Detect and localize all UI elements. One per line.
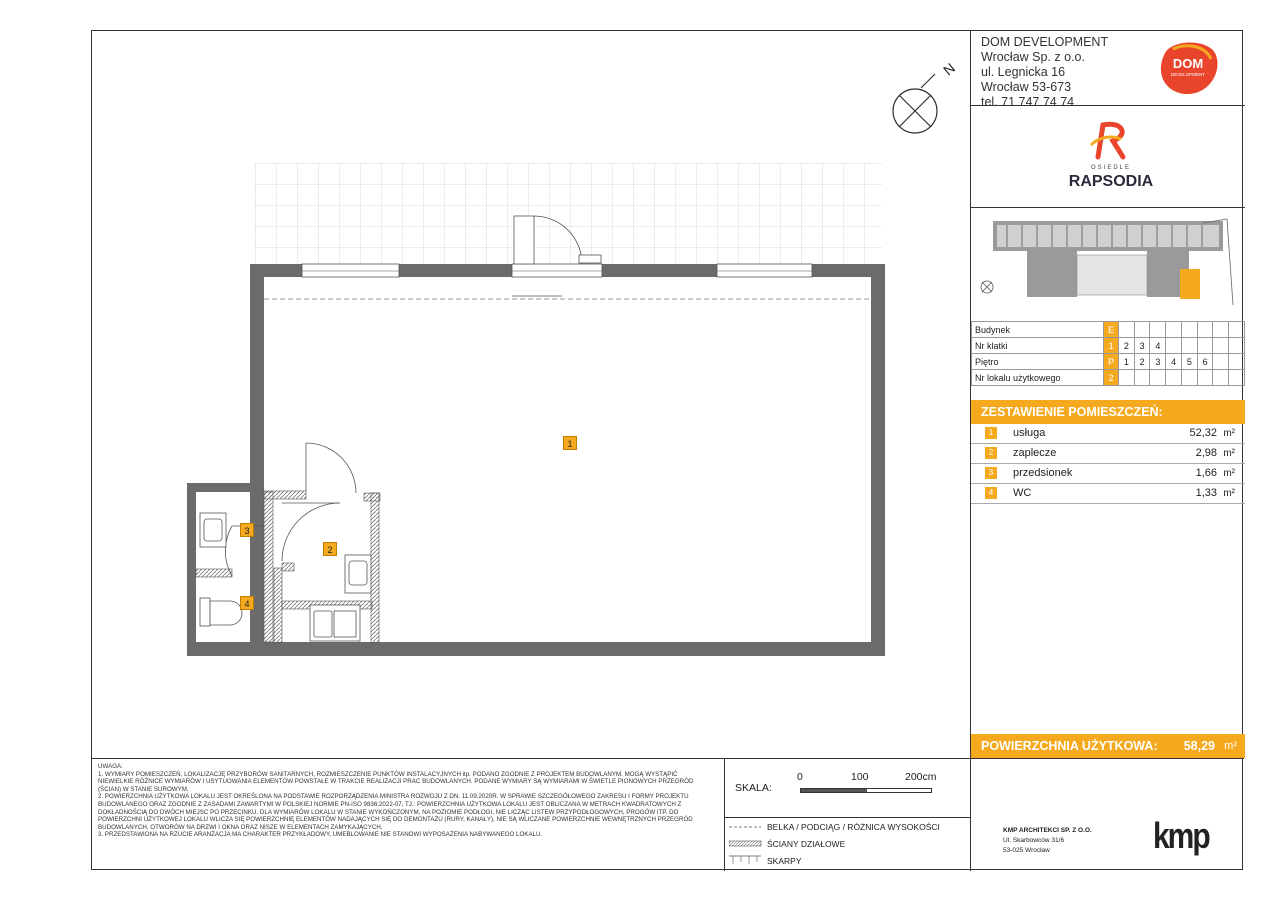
architect-name: KMP ARCHITEKCI SP. Z O.O. (1003, 827, 1092, 834)
attr-label: Piętro (972, 354, 1104, 370)
attr-option: 2 (1134, 354, 1150, 370)
scale-legend (724, 758, 971, 871)
legend-beam-label: BELKA / PODCIĄG / RÓŻNICA WYSOKOŚCI (767, 822, 940, 832)
attr-row-staircase (972, 338, 1245, 354)
developer-phone: tel. 71 747 74 74 (981, 95, 1075, 109)
attr-row-floor (972, 354, 1245, 370)
room-area: 2,98 (1195, 447, 1217, 459)
key-plan (977, 213, 1239, 305)
terrace-paving (254, 163, 882, 264)
room-number: 1 (985, 427, 997, 439)
kmp-logo: kmp (1153, 816, 1209, 857)
room-area: 1,33 (1195, 487, 1217, 499)
room-name: zaplecze (1013, 447, 1057, 459)
developer-address (981, 35, 1108, 110)
rapsodia-logo (1051, 117, 1171, 197)
attr-label: Nr klatki (972, 338, 1104, 354)
attr-label: Budynek (972, 322, 1104, 338)
room-number: 2 (985, 447, 997, 459)
scale-label: SKALA: (735, 782, 772, 794)
legend-symbols (729, 822, 763, 868)
rooms-heading: ZESTAWIENIE POMIESZCZEŃ: (971, 400, 1245, 424)
room-name: przedsionek (1013, 467, 1073, 479)
attr-selected: P (1104, 354, 1119, 370)
room-marker-3: 3 (240, 523, 254, 537)
attr-option: 6 (1197, 354, 1213, 370)
attr-option: 4 (1166, 354, 1182, 370)
windows (302, 264, 812, 277)
total-area-value: 58,29 (1183, 739, 1215, 753)
room-marker-4: 4 (240, 596, 254, 610)
room-row (971, 484, 1245, 504)
room-unit: m² (1223, 448, 1235, 459)
legend-partition-label: ŚCIANY DZIAŁOWE (767, 839, 846, 849)
architect-block (970, 758, 1245, 871)
developer-company: Wrocław Sp. z o.o. (981, 50, 1085, 64)
rapsodia-name: RAPSODIA (1068, 173, 1154, 190)
room-row (971, 444, 1245, 464)
developer-city: Wrocław 53-673 (981, 80, 1072, 94)
divider (971, 207, 1245, 208)
room-row (971, 464, 1245, 484)
room-unit: m² (1223, 428, 1235, 439)
attr-option: 4 (1150, 338, 1166, 354)
floor-plan (92, 31, 970, 758)
scale-tick-100: 100 (851, 771, 869, 783)
room-area: 52,32 (1189, 427, 1217, 439)
dom-development-logo (1155, 39, 1221, 97)
divider (971, 105, 1245, 106)
room-number: 4 (985, 487, 997, 499)
room-unit: m² (1223, 488, 1235, 499)
room-marker-1: 1 (563, 436, 577, 450)
scale-tick-0: 0 (797, 771, 803, 783)
attr-option: 2 (1118, 338, 1134, 354)
total-area-label: POWIERZCHNIA UŻYTKOWA: (981, 739, 1158, 753)
key-plan-unit-highlight (1180, 269, 1200, 299)
room-name: usługa (1013, 427, 1046, 439)
attr-option: 3 (1134, 338, 1150, 354)
door-swings (225, 443, 356, 576)
compass-north-label: N (940, 59, 959, 79)
rapsodia-prefix: OSIEDLE (1090, 165, 1131, 171)
architect-street: Ul. Skarbowców 31/6 (1003, 837, 1065, 844)
room-number: 3 (985, 467, 997, 479)
room-row (971, 424, 1245, 444)
attr-option: 5 (1181, 354, 1197, 370)
attr-label: Nr lokalu użytkowego (972, 370, 1104, 386)
scale-bar (800, 788, 932, 793)
attr-selected: E (1104, 322, 1119, 338)
note-item: 3. PRZEDSTAWIONA NA RZUCIE ARANŻACJA MA CHARAKTER PRZYKŁADOWY, UMEBLOWANIE NIE STANOWI WYPOSAŻENIA NABYWANEGO LOKALU. (98, 831, 543, 839)
developer-street: ul. Legnicka 16 (981, 65, 1066, 79)
notes-block (98, 763, 713, 839)
attr-row-unit-number (972, 370, 1245, 386)
developer-name: DOM DEVELOPMENT (981, 35, 1109, 49)
note-item: 1. WYMIARY POMIESZCZEŃ, LOKALIZACJĘ PRZYBORÓW SANITARNYCH, ROZMIESZCZENIE PUNKTÓW INSTALACYJNYCH itp. PODANO ZGODNIE Z PROJEKTEM BUDOWLANYM. MOGĄ WYSTĄPIĆ NIEWIELKIE RÓŻNICE WYMIARÓW I USYTUOWANIA ELEMENTÓW POWSTAŁE W TRAKCIE REALIZACJI PRAC BUDOWLANYCH. PODANE WYMIARY SĄ WYMIARAMI W ŚWIETLE PIONOWYCH PRZEGRÓD (ŚCIAN) W STANIE SUROWYM. (98, 770, 694, 793)
compass-icon (893, 74, 937, 133)
unit-attributes-table (971, 321, 1245, 386)
attr-selected: 1 (1104, 338, 1119, 354)
dom-logo-subtext: DEVELOPMENT (1170, 72, 1205, 77)
architect-city: 53-025 Wrocław (1003, 847, 1050, 854)
drawing-sheet (91, 30, 1243, 870)
attr-selected: 2 (1104, 370, 1119, 386)
dom-logo-text: DOM (1172, 56, 1204, 71)
total-area-unit: m² (1224, 740, 1237, 752)
note-item: 2. POWIERZCHNIA UŻYTKOWA LOKALU JEST OKREŚLONA NA PODSTAWIE ROZPORZĄDZENIA MINISTRA ROZWOJU Z DN. 11.09.2020R. W SPRAWIE SZCZEGÓŁOWEGO ZAKRESU I FORMY PROJEKTU BUDOWLANEGO ORAZ ZGODNIE Z ZASADAMI ZAWARTYMI W POLSKIEJ NORMIE PN-ISO 9836:2022-07, TJ.: POWIERZCHNIA UŻYTKOWA LOKALU JEST OBLICZANA W METRACH KWADRATOWYCH Z DOKŁADNOŚCIĄ DO DWÓCH MIEJSC PO PRZECINKU. DLA WYMIARÓW LOKALU W STANIE WYKOŃCZONYM, NA POZIOMIE PODŁOGI, NIE LICZĄC LISTEW PRZYPODŁOGOWYCH, PROGÓW ITP. DO POWIERZCHNI UŻYTKOWEJ LOKALU WLICZA SIĘ POWIERZCHNIĘ ELEMENTÓW NADAJĄCYCH SIĘ DO DEMONTAŻU (RURY, KANAŁY), NIE SĄ WLICZANE POWIERZCHNIE WEWNĘTRZNYCH PRZEGRÓD BUDOWLANYCH, OTWORÓW NA DRZWI I OKNA ORAZ NISZE W ELEMENTACH ZAMYKAJĄCYCH. (98, 793, 693, 831)
notes-title: UWAGA: (98, 763, 123, 770)
total-area-bar (971, 734, 1245, 758)
room-name: WC (1013, 487, 1032, 499)
floor-plan-drawing (92, 31, 970, 758)
room-marker-2: 2 (323, 542, 337, 556)
info-panel (970, 31, 1245, 758)
room-unit: m² (1223, 468, 1235, 479)
attr-row-building (972, 322, 1245, 338)
legend-slope-label: SKARPY (767, 856, 802, 866)
attr-option: 3 (1150, 354, 1166, 370)
attr-option: 1 (1118, 354, 1134, 370)
exterior-walls (187, 264, 885, 656)
scale-tick-200: 200cm (905, 771, 937, 783)
room-area: 1,66 (1195, 467, 1217, 479)
